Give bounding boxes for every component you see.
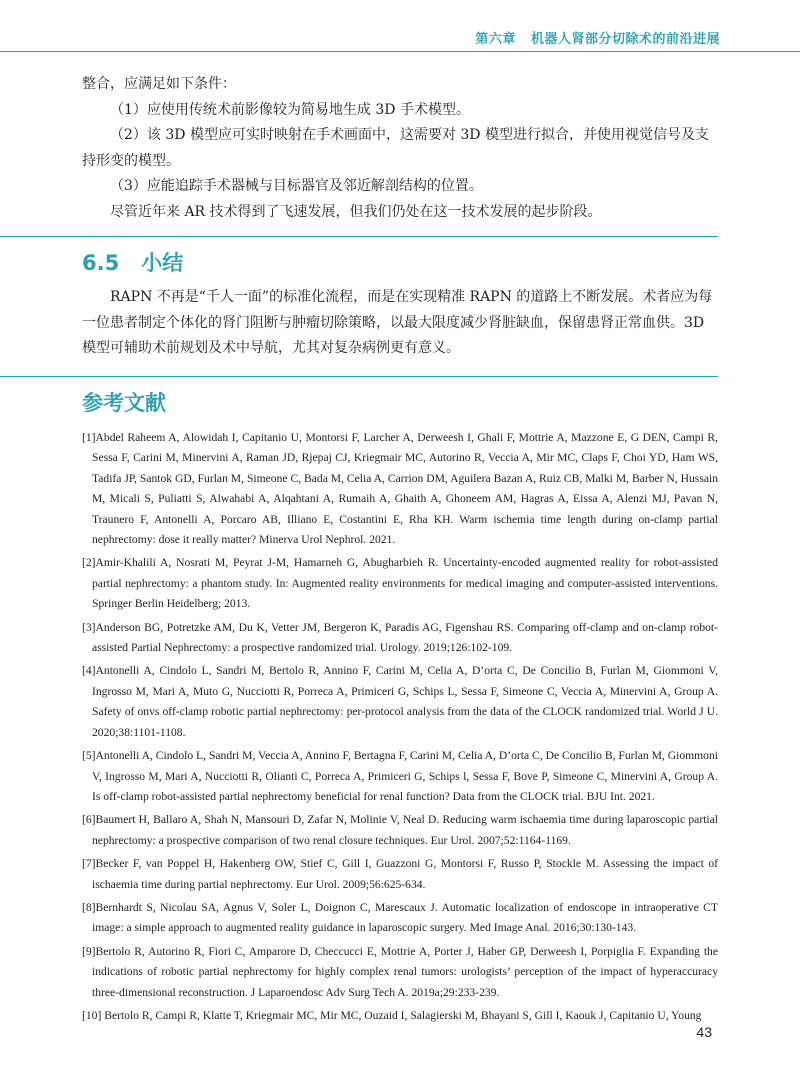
running-header (475, 28, 720, 47)
summary-title: 小结 (141, 251, 184, 275)
references-heading: 参考文献 (82, 391, 166, 415)
reference-item: [1]Abdel Raheem A, Alowidah I, Capitanio U, Montorsi F, Larcher A, Derweesh I, Ghali F, Mottrie A, Mazzone E, G DEN, Campi R, Sessa F, Carini M, Minervini A, Raman JD, Rjepaj CJ, Kriegmair MC, Autorino R, Veccia A, Mir MC, Claps F, Choi YD, Ham WS, Tadifa JP, Santok GD, Furlan M, Simeone C, Bada M, Celia A, Carrion DM, Aguilera Bazan A, Ruiz CB, Malki M, Barber N, Hussain M, Micali S, Puliatti S, Alwahabi A, Alqahtani A, Rumaih A, Ghaith A, Ghoneem AM, Hagras A, Eissa A, Alenzi MJ, Pavan N, Traunero F, Antonelli A, Porcaro AB, Illiano E, Costantini E, Rha KH. Warm ischemia time length during on-clamp partial nephrectomy: dose it really matter? Minerva Urol Nephrol. 2021. (82, 431, 718, 547)
condition-2: （2）该 3D 模型应可实时映射在手术画面中，这需要对 3D 模型进行拟合，并使用视觉信号及支持形变的模型。 (82, 127, 709, 169)
reference-item: [3]Anderson BG, Potretzke AM, Du K, Vetter JM, Bergeron K, Paradis AG, Figenshau RS. Comparing off-clamp and on-clamp robot-assisted Partial Nephrectomy: a prospective randomized trial. Urology. 2019;126:102-109. (82, 620, 718, 655)
header-rule (0, 51, 800, 52)
intro-closing: 尽管近年来 AR 技术得到了飞速发展，但我们仍处在这一技术发展的起步阶段。 (110, 203, 602, 220)
reference-item: [5]Antonelli A, Cindolo L, Sandri M, Veccia A, Annino F, Bertagna F, Carini M, Celia A, D’orta C, De Concilio B, Furlan M, Giommoni V, Ingrosso M, Mari A, Nucciotti R, Olianti C, Porreca A, Primiceri G, Schips l, Sessa F, Bove P, Simeone C, Minervini A, Group A. Is off-clamp robot-assisted partial nephrectomy beneficial for renal function? Data from the CLOCK trial. BJU Int. 2021. (82, 749, 718, 803)
summary-heading (82, 247, 183, 277)
chapter-label: 第六章 (475, 32, 516, 47)
reference-item: [7]Becker F, van Poppel H, Hakenberg OW, Stief C, Gill I, Guazzoni G, Montorsi F, Russo P, Stockle M. Assessing the impact of ischaemia time during partial nephrectomy. Eur Urol. 2009;56:625-634. (82, 857, 718, 891)
page-number: 43 (696, 1024, 712, 1040)
reference-item: [4]Antonelli A, Cindolo L, Sandri M, Bertolo R, Annino F, Carini M, Celia A, D’orta C, De Concilio B, Furlan M, Giommoni V, Ingrosso M, Mari A, Muto G, Nucciotti R, Porreca A, Primiceri G, Schips L, Sessa F, Simeone C, Veccia A, Minervini A, Group A. Safety of onvs off-clamp robotic partial nephrectomy: per-protocol analysis from the data of the CLOCK randomized trial. World J U. 2020;38:1101-1108. (82, 664, 718, 739)
section-rule-references (0, 376, 718, 377)
intro-lead: 整合，应满足如下条件： (82, 76, 236, 92)
reference-item: [10] Bertolo R, Campi R, Klatte T, Kriegmair MC, Mir MC, Ouzaid I, Salagierski M, Bhayani S, Gill I, Kaouk J, Capitanio U, Young (82, 1008, 702, 1022)
condition-3: （3）应能追踪手术器械与目标器官及邻近解剖结构的位置。 (110, 178, 483, 194)
reference-item: [2]Amir-Khalili A, Nosrati M, Peyrat J-M, Hamarneh G, Abugharbieh R. Uncertainty-encoded augmented reality for robot-assisted partial nephrectomy: a phantom study. In: Augmented reality environments for medical imaging and computer-assisted interventions. Springer Berlin Heidelberg; 2013. (82, 556, 718, 611)
summary-block (82, 285, 718, 362)
summary-number: 6.5 (82, 251, 120, 275)
summary-text: RAPN 不再是“千人一面”的标准化流程，而是在实现精准 RAPN 的道路上不断发展。术者应为每一位患者制定个体化的肾门阻断与肿瘤切除策略，以最大限度减少肾脏缺血，保留患肾正常血供。3D 模型可辅助术前规划及术中导航，尤其对复杂病例更有意义。 (82, 289, 713, 356)
section-rule-summary (0, 236, 718, 237)
chapter-title: 机器人肾部分切除术的前沿进展 (530, 32, 720, 47)
condition-1: （1）应使用传统术前影像较为简易地生成 3D 手术模型。 (110, 101, 470, 118)
reference-item: [6]Baumert H, Ballaro A, Shah N, Mansouri D, Zafar N, Molinie V, Neal D. Reducing warm ischaemia time during laparoscopic partial nephrectomy: a prospective comparison of two renal closure techniques. Eur Urol. 2007;52:1164-1169. (82, 813, 718, 847)
reference-list (82, 428, 718, 1029)
reference-item: [9]Bertolo R, Autorino R, Fiori C, Amparore D, Checcucci E, Mottrie A, Porter J, Haber GP, Derweesh I, Porpiglia F. Expanding the indications of robotic partial nephrectomy for highly complex renal tumors: urologists’ perception of the impact of hyperaccuracy three-dimensional reconstruction. J Laparoendosc Adv Surg Tech A. 2019a;29:233-239. (82, 944, 718, 999)
intro-block (82, 72, 718, 225)
reference-item: [8]Bernhardt S, Nicolau SA, Agnus V, Soler L, Doignon C, Marescaux J. Automatic localization of endoscope in intraoperative CT image: a simple approach to augmented reality guidance in laparoscopic surgery. Med Image Anal. 2016;30:130-143. (82, 900, 718, 935)
